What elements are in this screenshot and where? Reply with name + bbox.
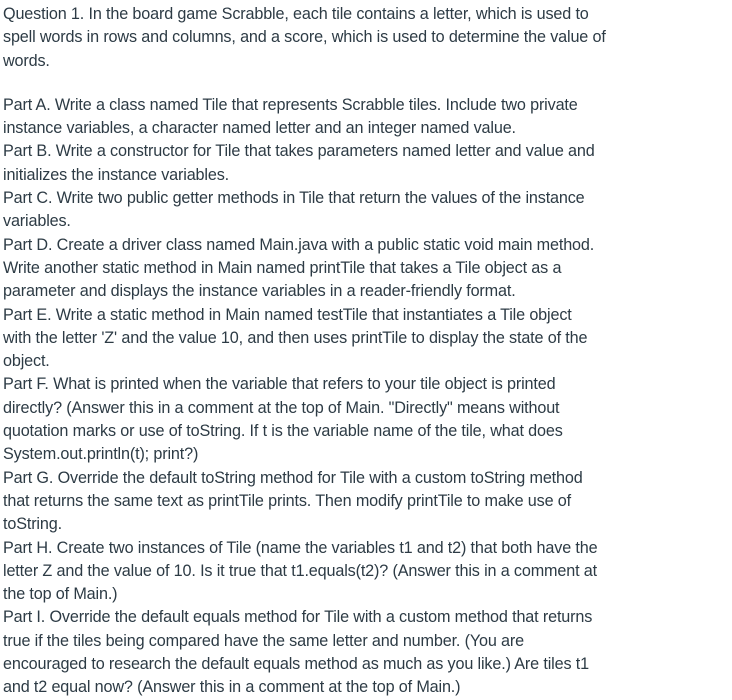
text-line: encouraged to research the default equals method as much as you like.) Are tiles t1 bbox=[3, 655, 589, 674]
text-line: words. bbox=[3, 51, 50, 70]
part-c bbox=[3, 187, 732, 234]
part-e bbox=[3, 304, 732, 374]
text-line: Part G. Override the default toString method for Tile with a custom toString method bbox=[3, 468, 583, 487]
text-line: true if the tiles being compared have the same letter and number. (You are bbox=[3, 631, 525, 650]
part-a bbox=[3, 94, 732, 141]
text-line: variables. bbox=[3, 212, 71, 231]
text-line: spell words in rows and columns, and a score, which is used to determine the value of bbox=[3, 28, 606, 47]
text-line: Part I. Override the default equals method for Tile with a custom method that returns bbox=[3, 608, 593, 627]
question-intro bbox=[3, 3, 732, 73]
text-line: Part F. What is printed when the variable that refers to your tile object is printed bbox=[3, 375, 556, 394]
text-line: Part D. Create a driver class named Main.java with a public static void main method. bbox=[3, 235, 595, 254]
text-line: Part E. Write a static method in Main named testTile that instantiates a Tile object bbox=[3, 305, 572, 324]
text-line: object. bbox=[3, 352, 50, 371]
part-b bbox=[3, 140, 732, 187]
text-line: Part B. Write a constructor for Tile that takes parameters named letter and value and bbox=[3, 142, 595, 161]
text-line: Question 1. In the board game Scrabble, each tile contains a letter, which is used to bbox=[3, 5, 589, 23]
text-line: System.out.println(t); print?) bbox=[3, 445, 199, 464]
part-i bbox=[3, 606, 732, 699]
text-line: parameter and displays the instance variables in a reader-friendly format. bbox=[3, 282, 516, 301]
text-line: the top of Main.) bbox=[3, 585, 118, 604]
text-line: Part A. Write a class named Tile that represents Scrabble tiles. Include two private bbox=[3, 95, 578, 114]
question-parts bbox=[3, 94, 732, 700]
text-line: instance variables, a character named letter and an integer named value. bbox=[3, 119, 516, 138]
text-line: Part H. Create two instances of Tile (name the variables t1 and t2) that both have the bbox=[3, 538, 598, 557]
text-line: directly? (Answer this in a comment at the top of Main. "Directly" means without bbox=[3, 398, 560, 417]
text-line: quotation marks or use of toString. If t is the variable name of the tile, what does bbox=[3, 422, 563, 441]
text-line: toString. bbox=[3, 515, 62, 534]
part-g bbox=[3, 467, 732, 537]
part-f bbox=[3, 373, 732, 466]
text-line: Write another static method in Main named printTile that takes a Tile object as a bbox=[3, 258, 562, 277]
text-line: that returns the same text as printTile prints. Then modify printTile to make use of bbox=[3, 491, 572, 510]
text-line: letter Z and the value of 10. Is it true that t1.equals(t2)? (Answer this in a comment at bbox=[3, 561, 597, 580]
part-h bbox=[3, 537, 732, 607]
text-line: Part C. Write two public getter methods in Tile that return the values of the instance bbox=[3, 189, 585, 208]
text-line: initializes the instance variables. bbox=[3, 165, 229, 184]
part-d bbox=[3, 234, 732, 304]
text-line: with the letter 'Z' and the value 10, and then uses printTile to display the state of the bbox=[3, 328, 588, 347]
text-line: and t2 equal now? (Answer this in a comment at the top of Main.) bbox=[3, 678, 461, 697]
